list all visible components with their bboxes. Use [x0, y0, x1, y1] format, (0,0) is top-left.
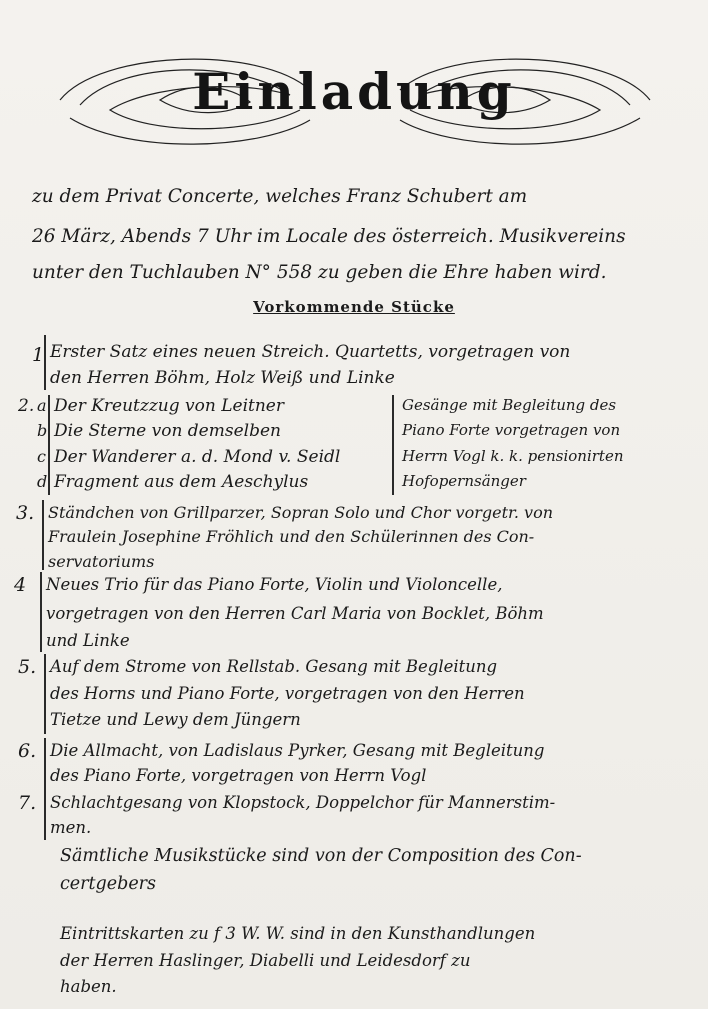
item-2-note-line-3: Herrn Vogl k. k. pensionirten [402, 447, 624, 465]
item-7-bracket [44, 790, 46, 840]
tickets-line-1: Eintrittskarten zu f 3 W. W. sind in den Kunsthandlungen [60, 924, 536, 943]
item-4-number: 4 [14, 574, 27, 596]
tickets-line-3: haben. [60, 977, 117, 996]
item-1-bracket [44, 335, 46, 390]
item-2a-text: Der Kreutzzug von Leitner [54, 396, 284, 416]
item-1-number: 1 [32, 344, 45, 366]
item-4-line-2: vorgetragen von den Herren Carl Maria von Bocklet, Böhm [46, 604, 544, 623]
item-4-line-1: Neues Trio für das Piano Forte, Violin und Violoncelle, [46, 575, 503, 594]
document-title: Einladung [192, 62, 516, 121]
item-3-line-3: servatoriums [48, 552, 155, 571]
item-6-bracket [44, 738, 46, 790]
item-1-line-2: den Herren Böhm, Holz Weiß und Linke [50, 368, 395, 388]
item-5-line-3: Tietze und Lewy dem Jüngern [50, 710, 301, 729]
item-2c-text: Der Wanderer a. d. Mond v. Seidl [54, 447, 341, 467]
item-5-number: 5. [18, 656, 37, 678]
item-7-line-1: Schlachtgesang von Klopstock, Doppelchor für Mannerstim- [50, 793, 556, 812]
item-2b-text: Die Sterne von demselben [54, 421, 281, 441]
item-2d-letter: d [37, 472, 48, 491]
item-5-line-2: des Horns und Piano Forte, vorgetragen von den Herren [50, 684, 525, 703]
item-2b-letter: b [37, 421, 48, 440]
closing-line-2: certgebers [60, 874, 157, 894]
item-7-number: 7. [18, 792, 37, 814]
item-2-note-line-2: Piano Forte vorgetragen von [402, 421, 621, 439]
item-4-bracket [40, 572, 42, 652]
item-7-line-2: men. [50, 818, 92, 837]
intro-line-3: unter den Tuchlauben N° 558 zu geben die Ehre haben wird. [32, 262, 607, 283]
item-5-bracket [44, 654, 46, 734]
item-6-line-1: Die Allmacht, von Ladislaus Pyrker, Gesang mit Begleitung [50, 741, 545, 760]
item-6-line-2: des Piano Forte, vorgetragen von Herrn Vogl [50, 766, 427, 785]
item-2-bracket [48, 395, 50, 495]
item-2-note-bracket [392, 395, 394, 495]
item-2c-letter: c [37, 447, 46, 466]
item-2-note-line-1: Gesänge mit Begleitung des [402, 396, 617, 414]
intro-line-2: 26 März, Abends 7 Uhr im Locale des österreich. Musikvereins [32, 226, 626, 247]
tickets-line-2: der Herren Haslinger, Diabelli und Leidesdorf zu [60, 951, 471, 970]
item-2a-letter: a [37, 396, 47, 415]
item-2d-text: Fragment aus dem Aeschylus [54, 472, 309, 492]
intro-line-1: zu dem Privat Concerte, welches Franz Schubert am [32, 186, 528, 207]
item-2-note-line-4: Hofopernsänger [402, 472, 526, 490]
item-3-number: 3. [16, 502, 35, 524]
item-5-line-1: Auf dem Strome von Rellstab. Gesang mit Begleitung [50, 657, 498, 676]
item-1-line-1: Erster Satz eines neuen Streich. Quartetts, vorgetragen von [50, 342, 571, 362]
item-3-line-2: Fraulein Josephine Fröhlich und den Schülerinnen des Con- [48, 527, 535, 546]
item-3-bracket [42, 500, 44, 570]
item-3-line-1: Ständchen von Grillparzer, Sopran Solo und Chor vorgetr. von [48, 503, 554, 522]
closing-line-1: Sämtliche Musikstücke sind von der Composition des Con- [60, 846, 582, 866]
item-4-line-3: und Linke [46, 631, 130, 650]
item-2-number: 2. [18, 396, 35, 416]
item-6-number: 6. [18, 740, 37, 762]
program-heading: Vorkommende Stücke [253, 298, 455, 316]
